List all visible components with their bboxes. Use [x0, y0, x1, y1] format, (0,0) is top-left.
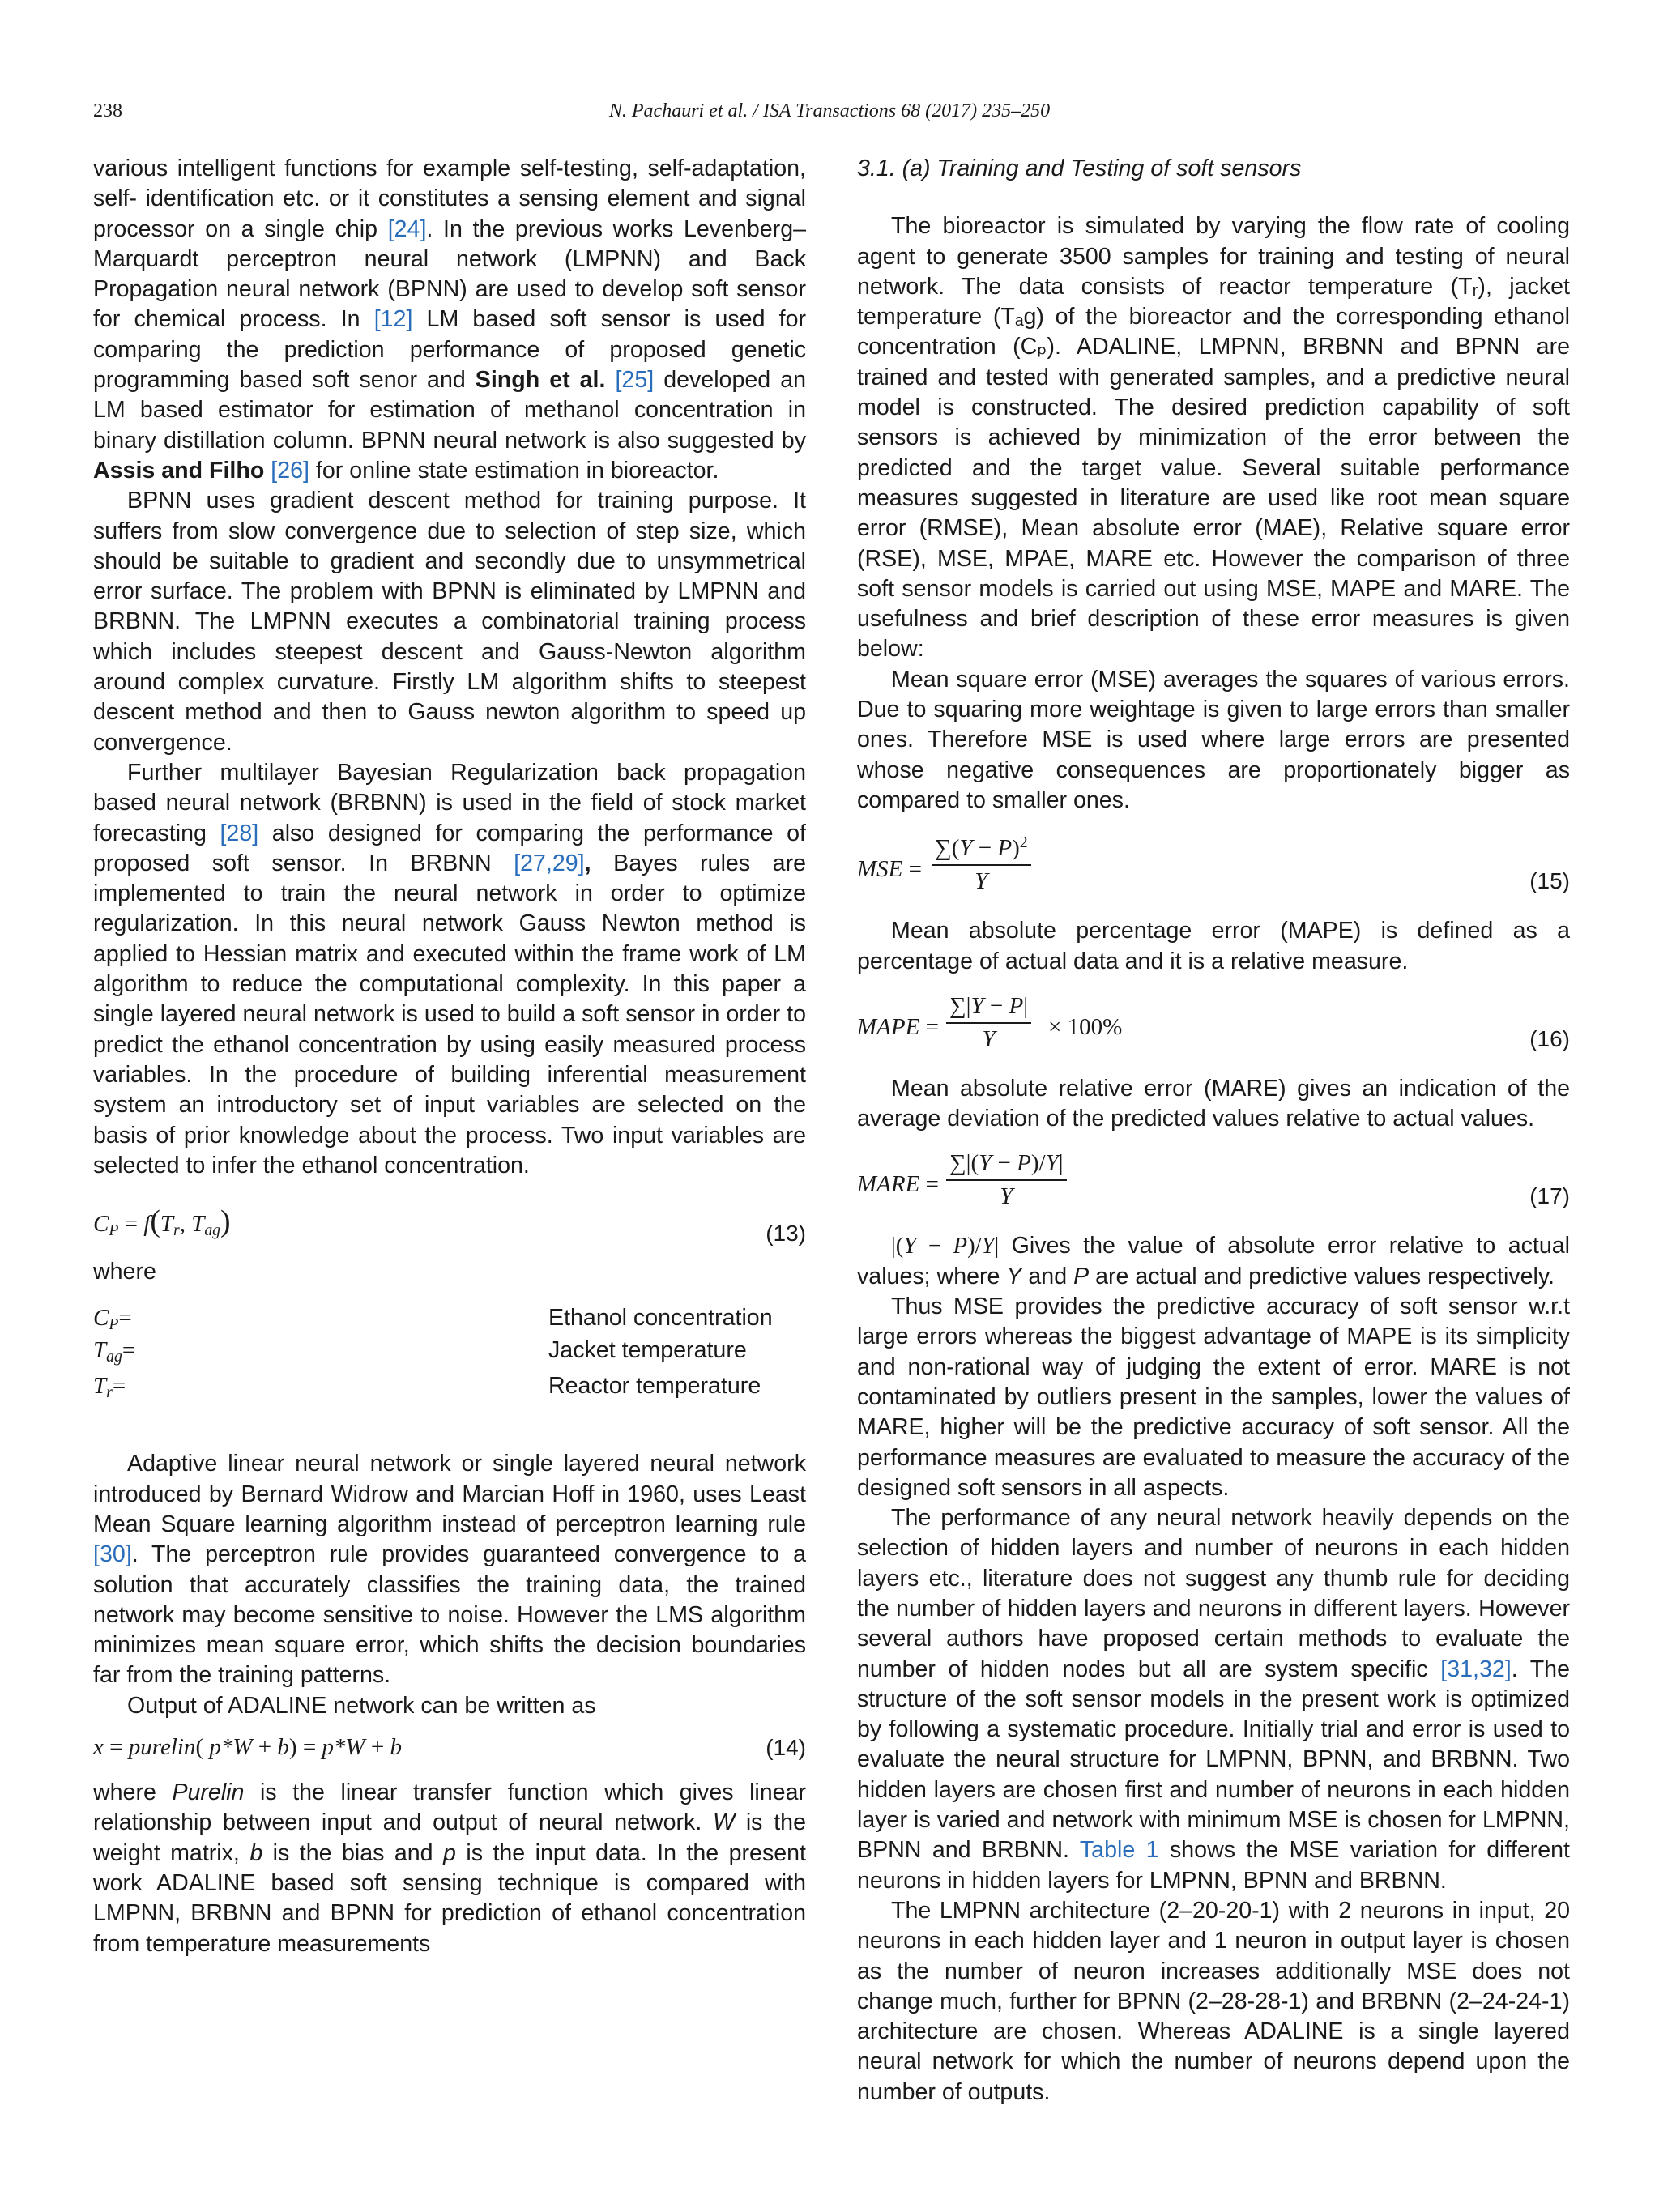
running-head: N. Pachauri et al. / ISA Transactions 68 (2017) 235–250	[608, 100, 1051, 121]
citation-link[interactable]: [27,29]	[514, 850, 585, 876]
equation-15	[857, 830, 1570, 905]
paragraph: Thus MSE provides the predictive accuracy of soft sensor w.r.t large errors whereas the biggest advantage of MAPE is its simplicity and non-rational way of judging the extent of error. MARE is not contaminated by outliers present in the samples, lower the values of MARE, higher will be the predictive accuracy of soft sensor. All the performance measures are evaluated to measure the accuracy of the designed soft sensors in all aspects.	[857, 1294, 1570, 1501]
equation-expression: $C_P = f(T_r$, $T_{ag}$)	[93, 1204, 231, 1240]
inline-expression: |(Y − P)/Y|	[891, 1234, 1000, 1259]
citation-link[interactable]: [31,32]	[1440, 1656, 1512, 1682]
equation-14	[93, 1724, 806, 1773]
equation-number: (13)	[766, 1221, 806, 1247]
variable-description: Ethanol concentration	[548, 1305, 773, 1332]
table-link[interactable]: Table 1	[1079, 1837, 1159, 1864]
citation-link[interactable]: [28]	[220, 820, 259, 846]
page-number: 238	[93, 100, 122, 121]
equation-16	[857, 988, 1570, 1063]
equation-tail: × 100%	[1048, 1013, 1123, 1040]
variable-symbol: $T_{ag}=$	[93, 1337, 136, 1366]
citation-link[interactable]: [26]	[271, 457, 309, 484]
equation-expression: MAPE =	[857, 1013, 939, 1040]
paragraph: BPNN uses gradient descent method for training purpose. It suffers from slow convergence due to selection of step size, which should be suitable to gradient and secondly due to unsymmetrical error surface. The problem with BPNN is eliminated by LMPNN and BRBNN. The LMPNN executes a combinatorial training process which includes steepest descent and Gauss-Newton algorithm around complex curvature. Firstly LM algorithm shifts to steepest descent method and then to Gauss newton algorithm to speed up convergence.	[93, 488, 806, 756]
equation-number: (14)	[766, 1735, 806, 1761]
paragraph: various intelligent functions for example self-testing, self-adaptation, self- identification etc. or it constitutes a sensing element and signal processor on a single chip [24]. In the previous works Levenberg–Marquardt perceptron neural network (LMPNN) and Back Propagation neural network (BPNN) are used to develop soft sensor for chemical process. In [12] LM based soft sensor is used for comparing the prediction performance of proposed genetic programming based soft senor and Singh et al. [25] developed an LM based estimator for estimation of methanol concentration in binary distillation column. BPNN neural network is also suggested by Assis and Filho [26] for online state estimation in bioreactor.	[93, 156, 807, 484]
left-column	[93, 154, 806, 1959]
equation-fraction: $\frac{\sum(Y - P)^2}{Y}$	[932, 832, 1031, 897]
citation-link[interactable]: [12]	[373, 306, 413, 333]
citation-link[interactable]: [25]	[615, 367, 655, 394]
equation-fraction: $\frac{\sum|(Y - P)/Y|}{Y}$	[946, 1147, 1067, 1212]
equation-13	[93, 1199, 806, 1249]
paragraph: Adaptive linear neural network or single layered neural network introduced by Bernard Widrow and Marcian Hoff in 1960, uses Least Mean Square learning algorithm instead of perceptron learning rule [30]. The perceptron rule provides guaranteed convergence to a solution that accurately classifies the training data, the trained network may become sensitive to noise. However the LMS algorithm minimizes mean square error, which shifts the decision boundaries far from the training patterns.	[93, 1451, 806, 1689]
page-header	[0, 96, 1659, 128]
citation-link[interactable]: [24]	[387, 215, 427, 242]
paragraph: |(Y − P)/Y| Gives the value of absolute error relative to actual values; where Y and P are actual and predictive values respectively.	[857, 1233, 1571, 1289]
definition-row	[93, 1303, 806, 1336]
equation-expression: MARE =	[857, 1171, 939, 1198]
variable-symbol: $T_r=$	[93, 1373, 126, 1402]
paragraph: Mean absolute relative error (MARE) gives an indication of the average deviation of the predicted values relative to actual values.	[857, 1075, 1570, 1132]
paragraph: The performance of any neural network heavily depends on the selection of hidden layers and number of neurons in each hidden layers etc., literature does not suggest any thumb rule for deciding the number of hidden layers and neurons in different layers. However several authors have proposed certain methods to evaluate the number of hidden nodes but all are system specific [31,32]. The structure of the soft sensor models in the present work is optimized by following a systematic procedure. Initially trial and error is used to evaluate the neural structure for LMPNN, BPNN, and BRBNN. Two hidden layers are chosen first and number of neurons in each hidden layer is varied and network with minimum MSE is chosen for LMPNN, BPNN and BRBNN. Table 1 shows the MSE variation for different neurons in hidden layers for LMPNN, BPNN and BRBNN.	[857, 1505, 1570, 1894]
variable-description: Jacket temperature	[548, 1337, 747, 1364]
right-column	[857, 154, 1570, 2108]
paragraph: The bioreactor is simulated by varying the flow rate of cooling agent to generate 3500 samples for training and testing of neural network. The data consists of reactor temperature (Tᵣ), jacket temperature (Tₐg) of the bioreactor and the corresponding ethanol concentration (Cₚ). ADALINE, LMPNN, BRBNN and BPNN are trained and tested with generated samples, and a predictive neural model is constructed. The desired prediction capability of soft sensors is achieved by minimization of the error between the predicted and the target value. Several suitable performance measures suggested in literature are used like root mean square error (RMSE), Mean absolute error (MAE), Relative square error (RSE), MSE, MPAE, MARE etc. However the comparison of three soft sensor models is carried out using MSE, MAPE and MARE. The usefulness and brief description of these error measures is given below:	[857, 213, 1570, 663]
equation-number: (17)	[1529, 1183, 1570, 1209]
paragraph: where Purelin is the linear transfer function which gives linear relationship between input and output of neural network. W is the weight matrix, b is the bias and p is the input data. In the present work ADALINE based soft sensing technique is compared with LMPNN, BRBNN and BPNN for prediction of ethanol concentration from temperature measurements	[93, 1779, 807, 1957]
paragraph: Output of ADALINE network can be written as	[127, 1692, 596, 1719]
definition-row	[93, 1371, 806, 1404]
paragraph: Further multilayer Bayesian Regularization back propagation based neural network (BRBNN) is used in the field of stock market forecasting [28] also designed for comparing the performance of proposed soft sensor. In BRBNN [27,29], Bayes rules are implemented to train the neural network in order to optimize regularization. In this neural network Gauss Newton method is applied to Hessian matrix and executed within the frame work of LM algorithm to reduce the computational complexity. In this paper a single layered neural network is used to build a soft sensor in order to predict the ethanol concentration by using easily measured process variables. In the procedure of building inferential measurement system an introductory set of input variables are selected on the basis of prior knowledge about the process. Two input variables are selected to infer the ethanol concentration.	[93, 759, 807, 1178]
variable-symbol: $C_P=$	[93, 1305, 132, 1334]
variable-description: Reactor temperature	[548, 1373, 761, 1400]
paragraph: The LMPNN architecture (2–20-20-1) with 2 neurons in input, 20 neurons in each hidden layer and 1 neuron in output layer is chosen as the number of neuron increases additionally MSE does not change much, further for BPNN (2–28-28-1) and BRBNN (2–24-24-1) architecture are chosen. Whereas ADALINE is a single layered neural network for which the number of neurons depend upon the number of outputs.	[857, 1897, 1570, 2105]
paragraph: Mean square error (MSE) averages the squares of various errors. Due to squaring more weightage is given to large errors than smaller ones. Therefore MSE is used where large errors are presented whose negative consequences are proportionately bigger as compared to smaller ones.	[857, 666, 1570, 813]
equation-fraction: $\frac{\sum|Y - P|}{Y}$	[946, 990, 1031, 1055]
equation-number: (16)	[1529, 1025, 1570, 1051]
equation-number: (15)	[1529, 868, 1570, 894]
equation-expression: x = purelin( p*W + b) = p*W + b	[93, 1734, 402, 1761]
paragraph: Mean absolute percentage error (MAPE) is defined as a percentage of actual data and it is a relative measure.	[857, 918, 1570, 974]
author-name: Singh et al.	[475, 367, 606, 394]
equation-17	[857, 1145, 1570, 1220]
author-name: Assis and Filho	[93, 457, 265, 484]
equation-expression: MSE =	[857, 856, 922, 883]
section-heading: 3.1. (a) Training and Testing of soft sensors	[857, 156, 1302, 181]
citation-link[interactable]: [30]	[93, 1541, 132, 1568]
definition-row	[93, 1336, 806, 1368]
where-label: where	[93, 1259, 156, 1285]
variable-definitions	[93, 1303, 806, 1417]
